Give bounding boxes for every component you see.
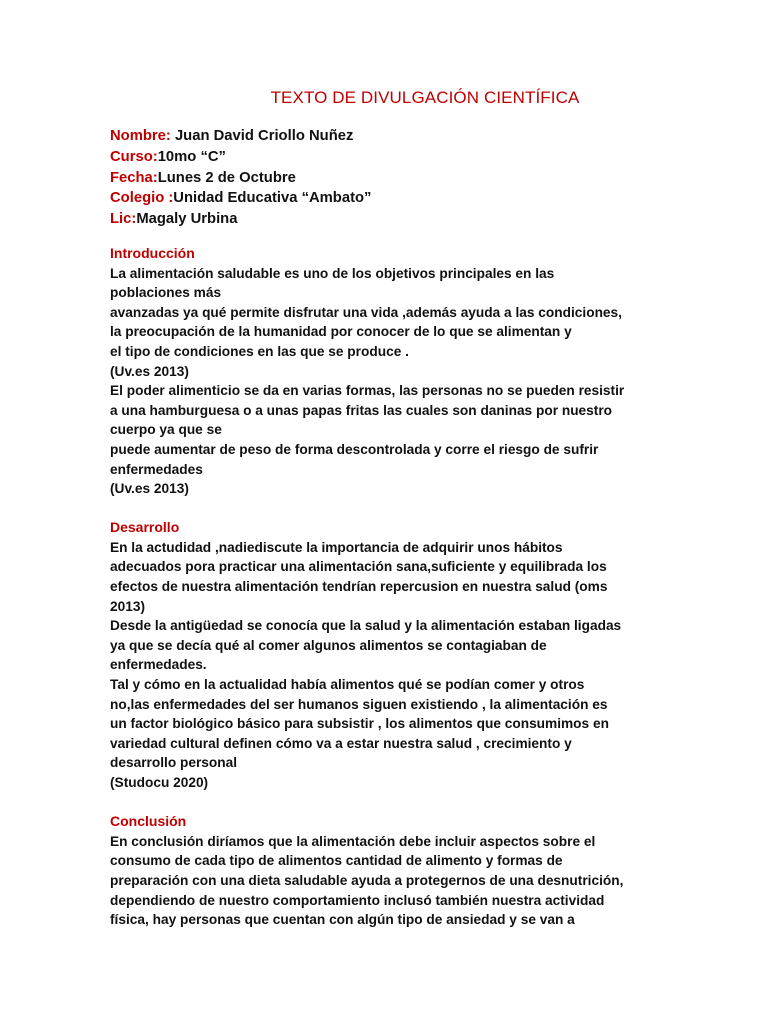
info-line-fecha [110,168,670,189]
info-label: Colegio : [110,190,174,207]
paragraph-line: dependiendo de nuestro comportamiento inclusó también nuestra actividad [110,892,605,908]
paragraph-line: El poder alimenticio se da en varias formas, las personas no se pueden resistir [110,383,625,399]
paragraph-line: 2013) [110,598,146,614]
paragraph-line: la preocupación de la humanidad por conocer de lo que se alimentan y [110,324,572,340]
info-value: 10mo “C” [157,148,226,165]
section-heading: Desarrollo [110,519,180,536]
paragraph-line: enfermedades. [110,657,207,673]
paragraph-line: efectos de nuestra alimentación tendrían repercusion en nuestra salud (oms [110,579,608,595]
paragraph-line: ya que se decía qué al comer algunos alimentos se contagiaban de [110,637,547,653]
paragraph-line: (Uv.es 2013) [110,481,189,497]
paragraph-line: a una hamburguesa o a unas papas fritas las cuales son daninas por nuestro [110,402,613,418]
paragraph-line: física, hay personas que cuentan con algún tipo de ansiedad y se van a [110,912,575,928]
paragraph-line: poblaciones más [110,285,222,301]
paragraph-line: En la actudidad ,nadiediscute la importancia de adquirir unos hábitos [110,539,563,555]
paragraph-line: Desde la antigüedad se conocía que la salud y la alimentación estaban ligadas [110,618,622,634]
section-desarrollo [110,518,670,792]
paragraph-line: enfermedades [110,461,203,477]
section-heading: Conclusión [110,813,187,830]
paragraph-line: adecuados pora practicar una alimentación sana,suficiente y equilibrada los [110,559,607,575]
info-value: Unidad Educativa “Ambato” [173,190,372,207]
document-body [110,126,670,930]
info-label: Fecha: [110,169,158,186]
paragraph-line: variedad cultural definen cómo va a estar nuestra salud , crecimiento y [110,735,572,751]
info-value: Lunes 2 de Octubre [157,169,296,186]
paragraph-line: consumo de cada tipo de alimentos cantidad de alimento y formas de [110,853,563,869]
paragraph-line: no,las enfermedades del ser humanos siguen existiendo , la alimentación es [110,696,608,712]
paragraph-line: cuerpo ya que se [110,422,222,438]
paragraph-line: En conclusión diríamos que la alimentación debe incluir aspectos sobre el [110,833,596,849]
info-line-colegio [110,188,670,209]
paragraph-line: La alimentación saludable es uno de los objetivos principales en las [110,265,555,281]
section-heading: Introducción [110,244,195,261]
info-line-lic [110,209,670,230]
info-line-nombre [110,126,670,147]
paragraph-line: un factor biológico básico para subsistir , los alimentos que consumimos en [110,716,609,732]
section-introduccion [110,244,670,499]
document-title: TEXTO DE DIVULGACIÓN CIENTÍFICA [270,88,580,107]
paragraph-line: Tal y cómo en la actualidad había alimentos qué se podían comer y otros [110,677,585,693]
student-info [110,126,670,230]
paragraph-line: desarrollo personal [110,755,238,771]
info-value: Juan David Criollo Nuñez [170,128,354,144]
paragraph-line: avanzadas ya qué permite disfrutar una vida ,además ayuda a las condiciones, [110,304,622,320]
paragraph-line: preparación con una dieta saludable ayuda a protegernos de una desnutrición, [110,872,624,888]
info-label: Lic: [110,211,137,228]
paragraph-line: (Uv.es 2013) [110,363,189,379]
info-label: Nombre: [110,128,171,144]
info-line-curso [110,147,670,168]
info-label: Curso: [110,148,158,165]
paragraph-line: puede aumentar de peso de forma descontrolada y corre el riesgo de sufrir [110,441,599,457]
info-value: Magaly Urbina [136,211,238,228]
paragraph-line: el tipo de condiciones en las que se produce . [110,343,409,359]
paragraph-line: (Studocu 2020) [110,775,209,791]
section-conclusion [110,812,670,930]
